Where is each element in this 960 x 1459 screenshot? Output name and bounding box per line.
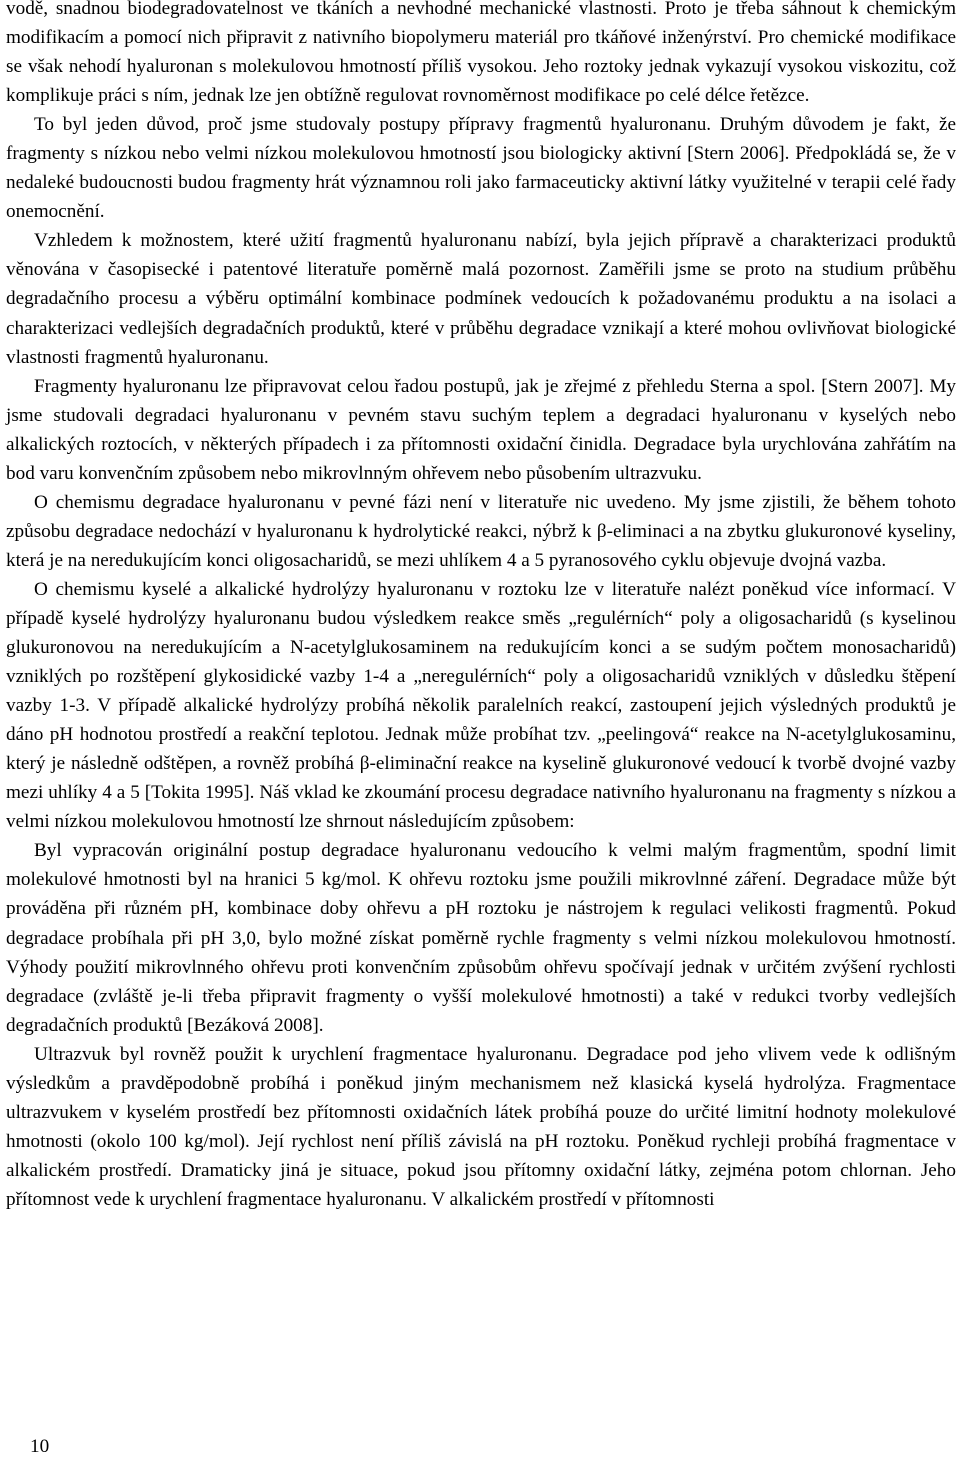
paragraph-5: O chemismu degradace hyaluronanu v pevné fázi není v literatuře nic uvedeno. My jsme zjistili, že během tohoto způsobu degradace nedochází v hyaluronanu k hydrolytické reakci, nýbrž k β-eliminaci a na zbytku glukuronové kyseliny, která je na neredukujícím konci oligosacharidů, se mezi uhlíkem 4 a 5 pyranosového cyklu objevuje dvojná vazba.: [6, 491, 956, 571]
paragraph-4: Fragmenty hyaluronanu lze připravovat celou řadou postupů, jak je zřejmé z přehledu Sterna a spol. [Stern 2007]. My jsme studovali degradaci hyaluronanu v pevném stavu suchým teplem a degradaci hyaluronanu v kyselých nebo alkalických roztocích, v některých případech i za přítomnosti oxidační činidla. Degradace byla urychlována zahřátím na bod varu konvenčním způsobem nebo mikrovlnným ohřevem nebo působením ultrazvuku.: [6, 375, 956, 484]
paragraph-3: Vzhledem k možnostem, které užití fragmentů hyaluronanu nabízí, byla jejich přípravě a charakterizaci produktů věnována v časopisecké i patentové literatuře poměrně malá pozornost. Zaměřili jsme se proto na studium průběhu degradačního procesu a výběru optimální kombinace podmínek vedoucích k požadovanému produktu a na isolaci a charakterizaci vedlejších degradačních produktů, které v průběhu degradace vznikají a které mohou ovlivňovat biologické vlastnosti fragmentů hyaluronanu.: [6, 230, 956, 368]
paragraph-6: O chemismu kyselé a alkalické hydrolýzy hyaluronanu v roztoku lze v literatuře nalézt poněkud více informací. V případě kyselé hydrolýzy hyaluronanu budou výsledkem reakce směs „regulérních“ poly a oligosacharidů (s kyselinou glukuronovou na neredukujícím a N-acetylglukosaminem na redukujícím konci a se sudým počtem monosacharidů) vzniklých po rozštěpení glykosidické vazby 1-4 a „neregulérních“ poly a oligosacharidů vzniklých v důsledku štěpení vazby 1-3. V případě alkalické hydrolýzy probíhá několik paralelních reakcí, zastoupení jejich výsledných produktů je dáno pH hodnotou prostředí a reakční teplotou. Jednak může probíhat tzv. „peelingová“ reakce na N-acetylglukosaminu, který je následně odštěpen, a rovněž probíhá β-eliminační reakce na kyselině glukuronové vedoucí k tvorbě dvojné vazby mezi uhlíky 4 a 5 [Tokita 1995]. Náš vklad ke zkoumání procesu degradace nativního hyaluronanu na fragmenty s nízkou a velmi nízkou molekulovou hmotností lze shrnout následujícím způsobem:: [6, 578, 956, 833]
page-number: 10: [30, 1436, 50, 1457]
paragraph-2: To byl jeden důvod, proč jsme studovaly postupy přípravy fragmentů hyaluronanu. Druhým důvodem je fakt, že fragmenty s nízkou nebo velmi nízkou molekulovou hmotností jsou biologicky aktivní [Stern 2006]. Předpokládá se, že v nedaleké budoucnosti budou fragmenty hrát významnou roli jako farmaceuticky aktivní látky využitelné v terapii celé řady onemocnění.: [6, 114, 956, 223]
paragraph-8: Ultrazvuk byl rovněž použit k urychlení fragmentace hyaluronanu. Degradace pod jeho vlivem vede k odlišným výsledkům a pravděpodobně probíhá i poněkud jiným mechanismem než klasická kyselá hydrolýza. Fragmentace ultrazvukem v kyselém prostředí bez přítomnosti oxidačních látek probíhá pouze do určité limitní hodnoty molekulové hmotnosti (okolo 100 kg/mol). Její rychlost není příliš závislá na pH roztoku. Poněkud rychleji probíhá fragmentace v alkalickém prostředí. Dramaticky jiná je situace, pokud jsou přítomny oxidační látky, zejména potom chlornan. Jeho přítomnost vede k urychlení fragmentace hyaluronanu. V alkalickém prostředí v přítomnosti: [6, 1043, 956, 1210]
paragraph-1: vodě, snadnou biodegradovatelnost ve tkáních a nevhodné mechanické vlastnosti. Proto je třeba sáhnout k chemickým modifikacím a pomocí nich připravit z nativního biopolymeru materiál pro tkáňové inženýrství. Pro chemické modifikace se však nehodí hyaluronan s molekulovou hmotností příliš vysokou. Jeho roztoky jednak vykazují vysokou viskozitu, což komplikuje práci s ním, jednak lze jen obtížně regulovat rovnoměrnost modifikace po celé délce řetězce.: [6, 0, 956, 107]
paragraph-7: Byl vypracován originální postup degradace hyaluronanu vedoucího k velmi malým fragmentům, spodní limit molekulové hmotnosti byl na hranici 5 kg/mol. K ohřevu roztoku jsme použili mikrovlnné záření. Degradace může být prováděna při různém pH, kombinace doby ohřevu a pH roztoku je nástrojem k regulaci velikosti fragmentů. Pokud degradace probíhala při pH 3,0, bylo možné získat poměrně rychle fragmenty s velmi nízkou molekulovou hmotností. Výhody použití mikrovlnného ohřevu proti konvenčním způsobům ohřevu spočívají jednak v určitém zvýšení rychlosti degradace (zvláště je-li třeba připravit fragmenty o vyšší molekulové hmotnosti) a také v redukci tvorby vedlejších degradačních produktů [Bezáková 2008].: [6, 840, 956, 1036]
document-page: [6, 0, 956, 1214]
